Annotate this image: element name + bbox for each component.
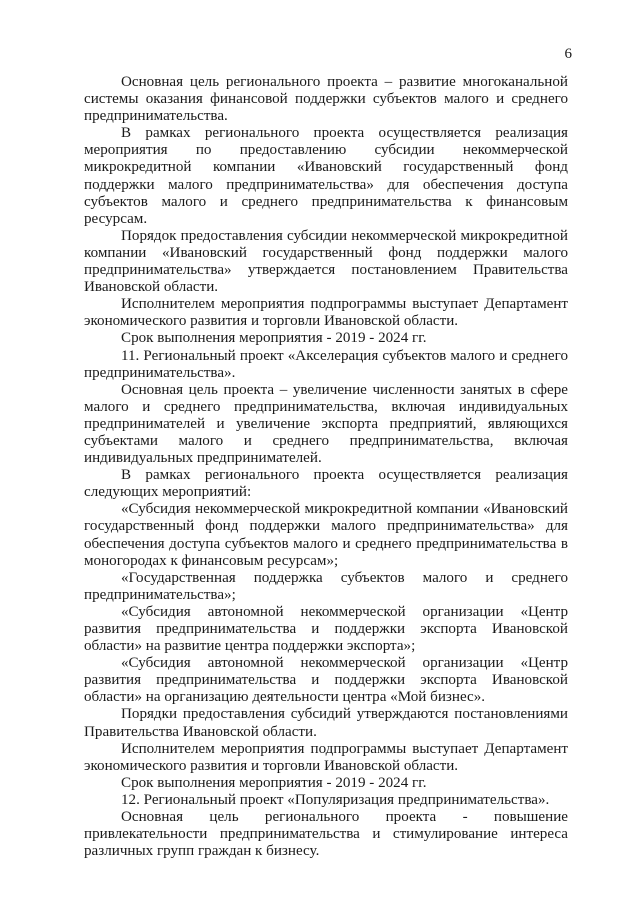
list-item-measure-2: «Государственная поддержка субъектов малого и среднего предпринимательства»; (84, 569, 568, 603)
paragraph-subsidy-procedure: Порядок предоставления субсидии некоммерческой микрокредитной компании «Ивановский государственный фонд поддержки малого предпринимательства» утверждается постановлением Правительства Ивановской области. (84, 227, 568, 296)
paragraph-executor: Исполнителем мероприятия подпрограммы выступает Департамент экономического развития и торговли Ивановской области. (84, 296, 568, 330)
paragraph-project-11-measures-intro: В рамках регионального проекта осуществляется реализация следующих мероприятий: (84, 467, 568, 501)
paragraph-project-12-goal: Основная цель регионального проекта - повышение привлекательности предпринимательства и стимулирование интереса различных групп граждан к бизнесу. (84, 809, 568, 860)
paragraph-term-2: Срок выполнения мероприятия - 2019 - 2024 гг. (121, 774, 427, 791)
paragraph-project-12-title: 12. Региональный проект «Популяризация предпринимательства». (121, 791, 550, 808)
document-body (84, 74, 568, 860)
paragraph-term: Срок выполнения мероприятия - 2019 - 2024 гг. (121, 330, 427, 347)
paragraph-project-measure: В рамках регионального проекта осуществляется реализация мероприятия по предоставлению субсидии некоммерческой микрокредитной компании «Ивановский государственный фонд поддержки малого предпринимательства» для обеспечения доступа субъектов малого и среднего предпринимательства к финансовым ресурсам. (84, 125, 568, 227)
paragraph-executor-2: Исполнителем мероприятия подпрограммы выступает Департамент экономического развития и торговли Ивановской области. (84, 740, 568, 774)
paragraph-project-11-goal: Основная цель проекта – увеличение численности занятых в сфере малого и среднего предпринимательства, включая индивидуальных предпринимателей и увеличение экспорта предприятий, являющихся субъектами малого и среднего предпринимательства, включая индивидуальных предпринимателей. (84, 381, 568, 467)
paragraph-project-11-title: 11. Региональный проект «Акселерация субъектов малого и среднего предпринимательства». (84, 347, 568, 381)
paragraph-project-goal: Основная цель регионального проекта – развитие многоканальной системы оказания финансовой поддержки субъектов малого и среднего предпринимательства. (84, 74, 568, 125)
list-item-measure-1: «Субсидия некоммерческой микрокредитной компании «Ивановский государственный фонд поддержки малого предпринимательства» для обеспечения доступа субъектов малого и среднего предпринимательства в моногородах к финансовым ресурсам»; (84, 501, 568, 569)
paragraph-subsidies-procedure: Порядки предоставления субсидий утверждаются постановлениями Правительства Ивановской области. (84, 706, 568, 740)
page-number: 6 (564, 46, 572, 62)
list-item-measure-3: «Субсидия автономной некоммерческой организации «Центр развития предпринимательства и поддержки экспорта Ивановской области» на развитие центра поддержки экспорта»; (84, 603, 568, 655)
list-item-measure-4: «Субсидия автономной некоммерческой организации «Центр развития предпринимательства и поддержки экспорта Ивановской области» на организацию деятельности центра «Мой бизнес». (84, 655, 568, 706)
